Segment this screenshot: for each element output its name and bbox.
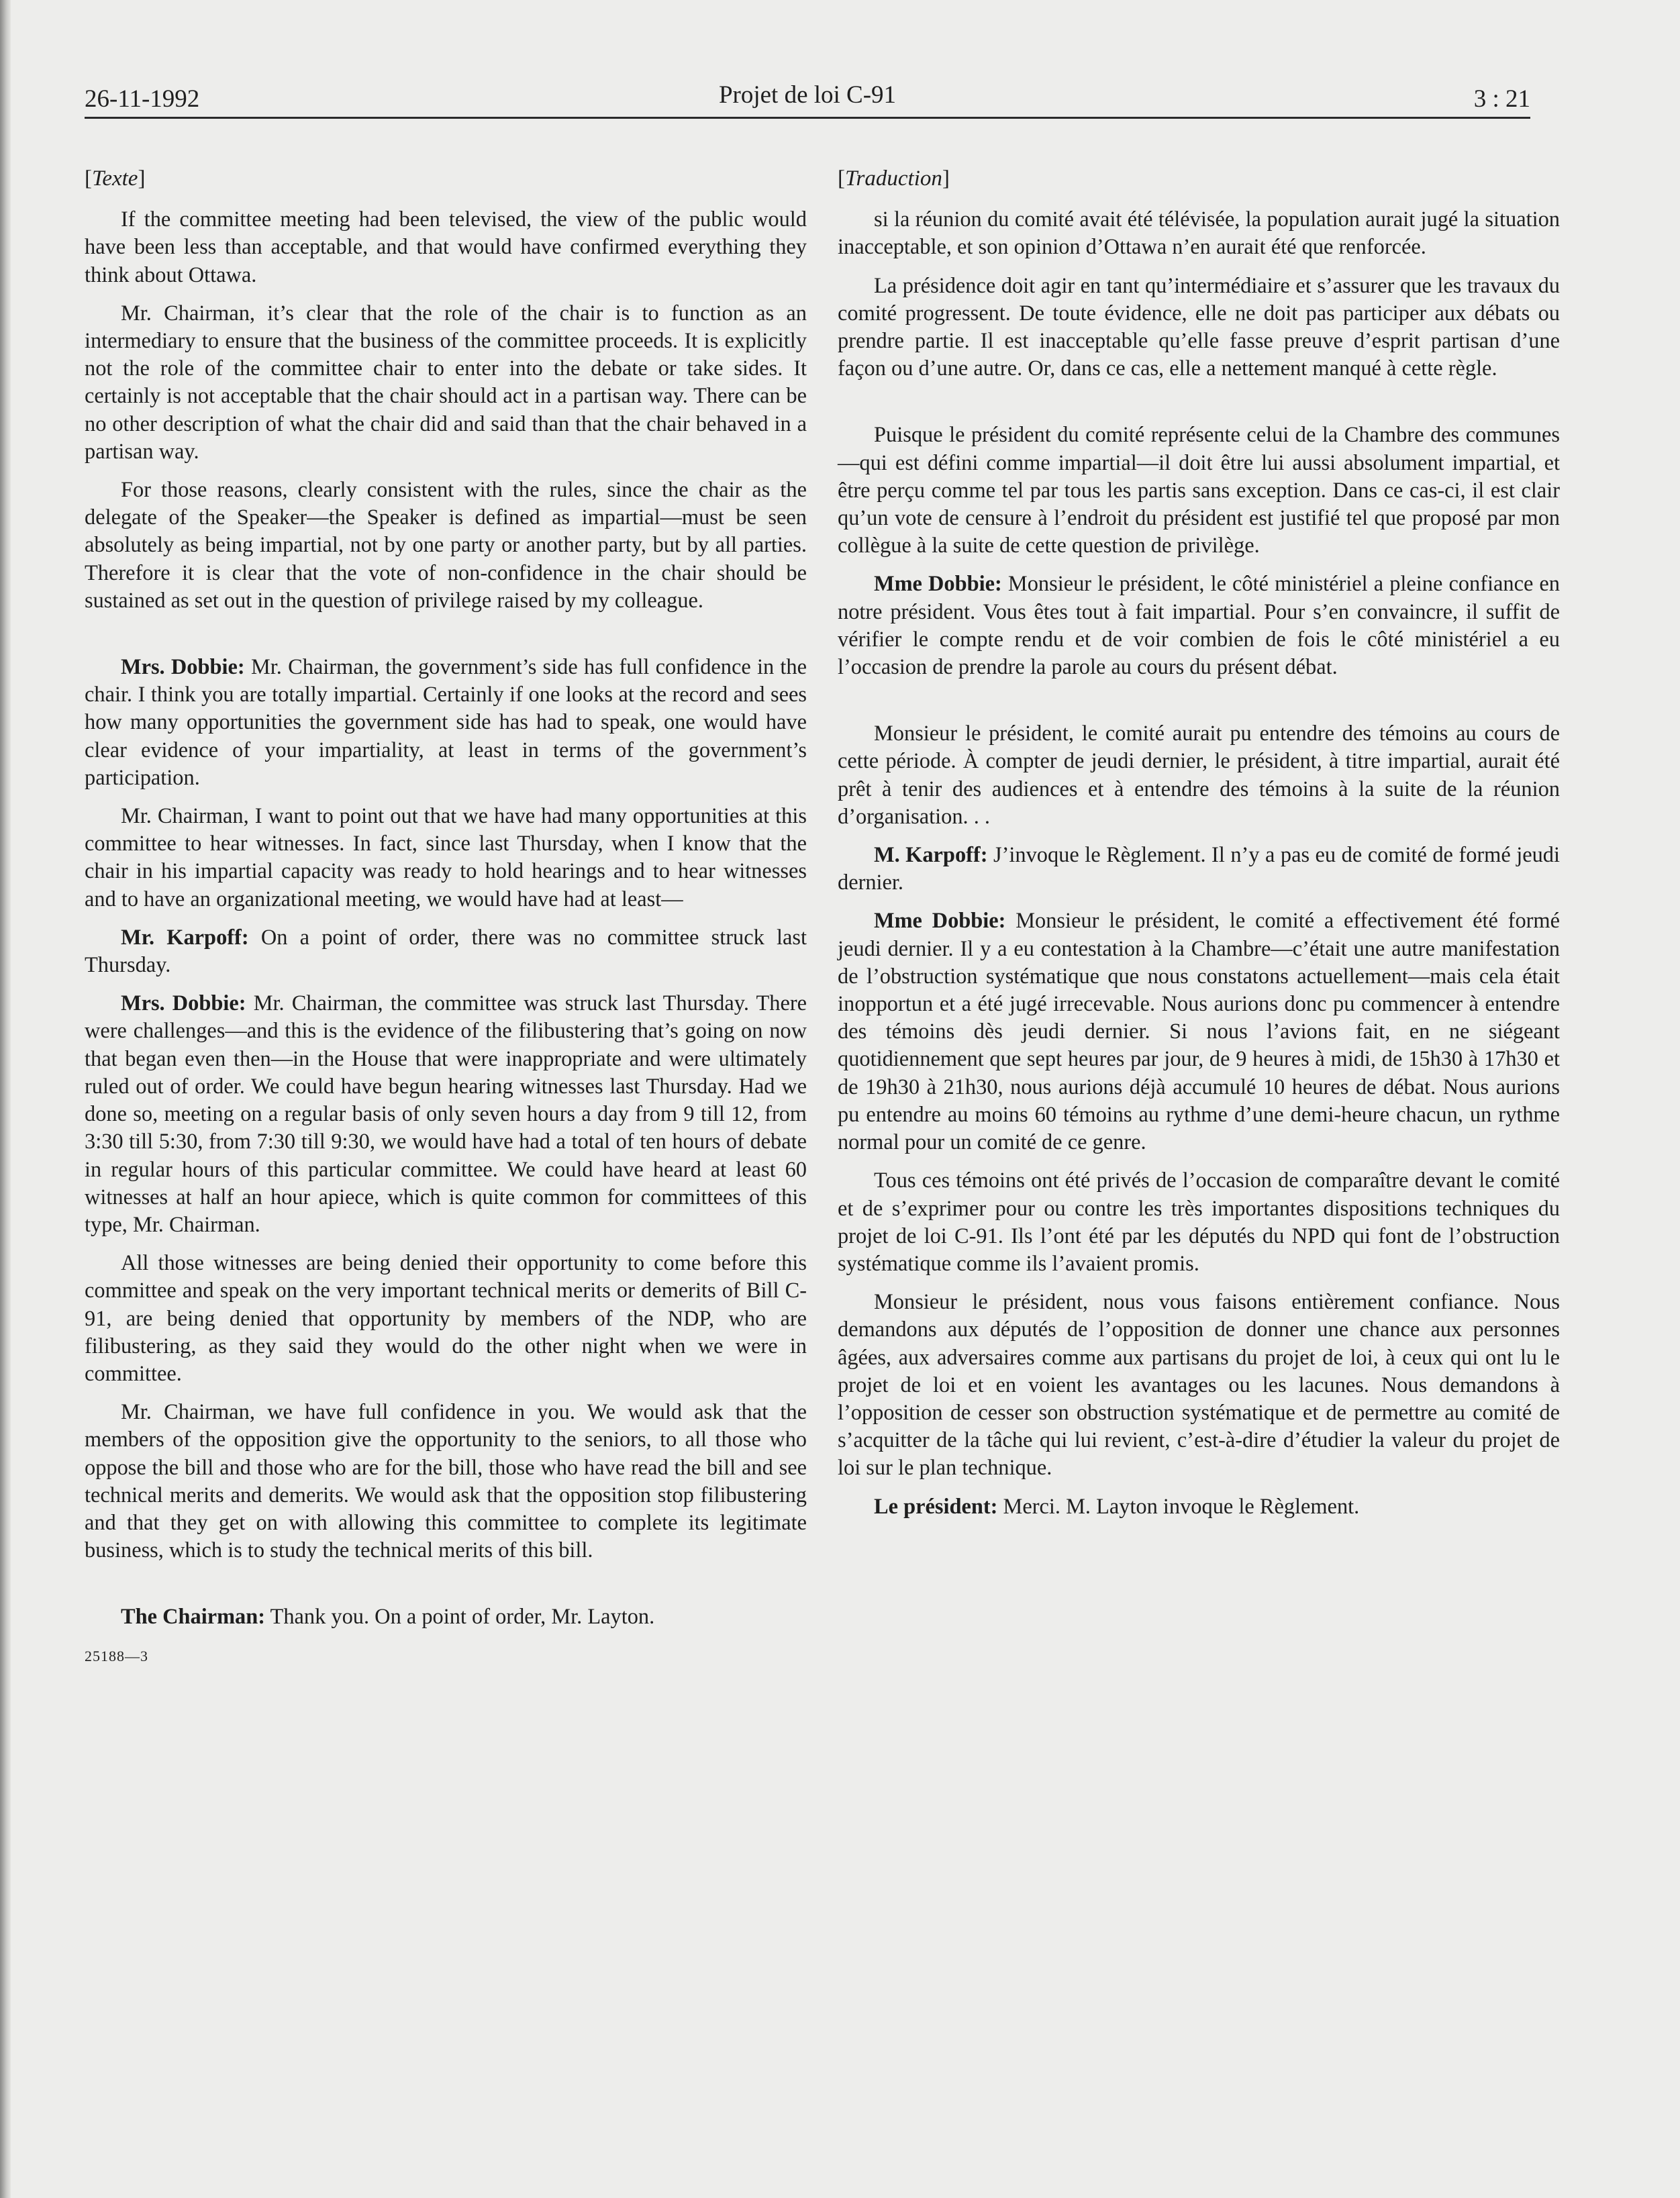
speaker-name: Le président: (874, 1494, 998, 1519)
speech-paragraph: Mrs. Dobbie: Mr. Chairman, the government’s side has full confidence in the chair. I think you are totally impartial. Certainly if one looks at the record and sees how many opportunities the government side has had to speak, one would have clear evidence of your impartiality, at least in terms of the government’s participation. (85, 655, 807, 790)
section-label-texte: [Texte] (85, 166, 146, 191)
speech-paragraph: Le président: Merci. M. Layton invoque le Règlement. (874, 1494, 1360, 1519)
speech-paragraph: Mme Dobbie: Monsieur le président, le comité a effectivement été formé jeudi dernier. Il y a eu contestation à la Chambre—c’était une autre manifestation de l’obstruction systématique que nous constatons actuellement—mais cela était inopportun et a été jugé irrecevable. Nous aurions donc pu commencer à entendre des témoins dès jeudi dernier. Si nous l’avions fait, en ne siégeant quotidiennement que sept heures par jour, de 9 heures à midi, de 15h30 à 17h30 et de 19h30 à 21h30, nous aurions déjà accumulé 10 heures de débat. Nous aurions pu entendre au moins 60 témoins au rythme d’une demi-heure chacun, un rythme normal pour un comité de ce genre. (838, 909, 1561, 1155)
print-code: 25188—3 (85, 1647, 148, 1664)
speaker-name: Mme Dobbie: (874, 572, 1002, 597)
speaker-name: Mme Dobbie: (874, 909, 1006, 934)
paragraph: Monsieur le président, le comité aurait pu entendre des témoins au cours de cette période. À compter de jeudi dernier, le président, à titre impartial, aurait été prêt à tenir des audiences et à entendre des témoins à la suite de la réunion d’organisation. . . (838, 721, 1560, 829)
page-spine-shadow (0, 0, 11, 2198)
speaker-name: Mrs. Dobbie: (121, 655, 245, 680)
paragraph: Monsieur le président, nous vous faisons entièrement confiance. Nous demandons aux députés de l’opposition de donner une chance aux personnes âgées, aux adversaires comme aux partisans du projet de loi, à ceux qui ont lu le projet de loi et en voient les avantages ou les lacunes. Nous demandons à l’opposition de cesser son obstruction systématique et de permettre au comité de s’acquitter de la tâche qui lui revient, c’est-à-dire d’étudier la valeur du projet de loi sur le plan technique. (838, 1290, 1560, 1481)
paragraph: Mr. Chairman, I want to point out that we have had many opportunities at this committee to hear witnesses. In fact, since last Thursday, when I know that the chair in his impartial capacity was ready to hold hearings and to hear witnesses and to have an organizational meeting, we would have had at least— (85, 804, 807, 911)
paragraph: Mr. Chairman, it’s clear that the role of the chair is to function as an intermediary to ensure that the business of the committee proceeds. It is explicitly not the role of the committee chair to enter into the debate or take sides. It certainly is not acceptable that the chair should act in a partisan way. There can be no other description of what the chair did and said than that the chair behaved in a partisan way. (85, 301, 807, 464)
french-column (838, 165, 1560, 1532)
paragraph: For those reasons, clearly consistent with the rules, since the chair as the delegate of the Speaker—the Speaker is defined as impartial—must be seen absolutely as being impartial, not by one party or another party, but by all parties. Therefore it is clear that the vote of non-confidence in the chair should be sustained as set out in the question of privilege raised by my colleague. (85, 478, 807, 613)
english-column (85, 165, 807, 1670)
speech-paragraph: Mme Dobbie: Monsieur le président, le côté ministériel a pleine confiance en notre président. Vous êtes tout à fait impartial. Pour s’en convaincre, il suffit de vérifier le compte rendu et de voir combien de fois le côté ministériel a eu l’occasion de prendre la parole au cours du présent débat. (838, 572, 1560, 680)
page-header (85, 79, 1530, 119)
speech-paragraph: Mrs. Dobbie: Mr. Chairman, the committee was struck last Thursday. There were challenges—and this is the evidence of the filibustering that’s going on now that began even then—in the House that were inappropriate and were ultimately ruled out of order. We could have begun hearing witnesses last Thursday. Had we done so, meeting on a regular basis of only seven hours a day from 9 till 12, from 3:30 till 5:30, from 7:30 till 9:30, we would have had a total of ten hours of debate in regular hours of this particular committee. We could have heard at least 60 witnesses at half an hour apiece, which is quite common for committees of this type, Mr. Chairman. (85, 991, 807, 1237)
speech-paragraph: The Chairman: Thank you. On a point of order, Mr. Layton. (121, 1605, 655, 1630)
speaker-name: M. Karpoff: (874, 843, 988, 868)
paragraph: Mr. Chairman, we have full confidence in you. We would ask that the members of the opposition give the opportunity to the seniors, to all those who oppose the bill and those who are for the bill, those who have read the bill and see technical merits and demerits. We would ask that the opposition stop filibustering and that they get on with allowing this committee to complete its legitimate business, which is to study the technical merits of this bill. (85, 1400, 807, 1563)
header-title: Projet de loi C-91 (718, 81, 897, 109)
speaker-name: The Chairman: (121, 1605, 266, 1630)
speech-paragraph: Mr. Karpoff: On a point of order, there was no committee struck last Thursday. (85, 925, 807, 978)
paragraph: si la réunion du comité avait été télévisée, la population aurait jugé la situation inacceptable, et son opinion d’Ottawa n’en aurait été que renforcée. (838, 207, 1560, 260)
speaker-name: Mr. Karpoff: (121, 925, 249, 950)
paragraph: Tous ces témoins ont été privés de l’occasion de comparaître devant le comité et de s’exprimer pour ou contre les très importantes dispositions techniques du projet de loi C-91. Ils l’ont été par les députés du NPD qui font de l’obstruction systématique comme ils l’avaient promis. (838, 1168, 1560, 1276)
paragraph: If the committee meeting had been televised, the view of the public would have been less than acceptable, and that would have confirmed everything they think about Ottawa. (85, 207, 807, 287)
section-label-traduction: [Traduction] (838, 166, 950, 191)
paragraph: La présidence doit agir en tant qu’intermédiaire et s’assurer que les travaux du comité progressent. De toute évidence, elle ne doit pas participer aux débats ou prendre partie. Il est inacceptable qu’elle fasse preuve d’esprit partisan d’une façon ou d’une autre. Or, dans ce cas, elle a nettement manqué à cette règle. (838, 273, 1560, 381)
paragraph: Puisque le président du comité représente celui de la Chambre des communes—qui est défini comme impartial—il doit être lui aussi absolument impartial, et être perçu comme tel par tous les partis sans exception. Dans ce cas-ci, il est clair qu’un vote de censure à l’endroit du président est justifié tel que proposé par mon collègue à la suite de cette question de privilège. (838, 423, 1560, 558)
header-date: 26-11-1992 (85, 85, 200, 113)
speaker-name: Mrs. Dobbie: (121, 991, 246, 1016)
header-page-number: 3 : 21 (1473, 85, 1530, 113)
paragraph: All those witnesses are being denied their opportunity to come before this committee and speak on the very important technical merits or demerits of Bill C-91, are being denied that opportunity by members of the NDP, who are filibustering, as they said they would do the other night when we were in committee. (85, 1251, 807, 1386)
speech-paragraph: M. Karpoff: J’invoque le Règlement. Il n’y a pas eu de comité de formé jeudi dernier. (838, 843, 1561, 895)
